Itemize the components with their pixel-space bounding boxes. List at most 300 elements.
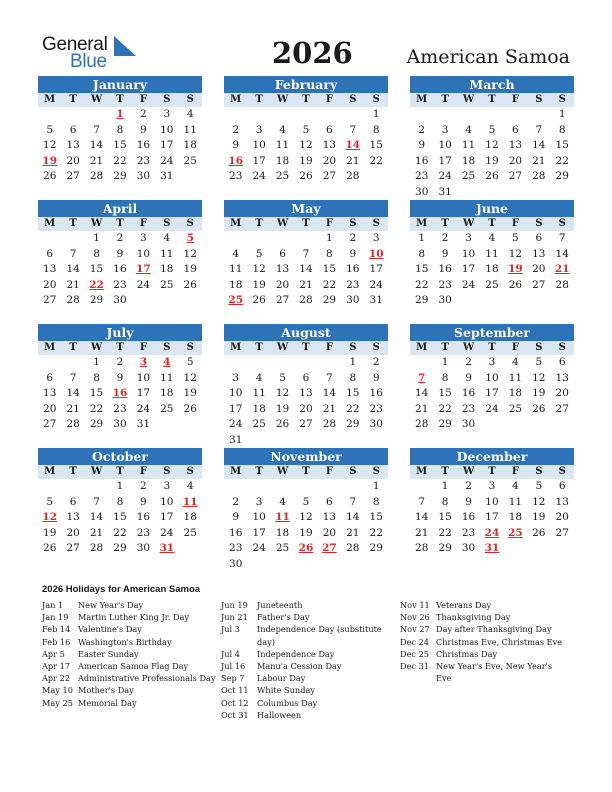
day-cell: 20 [322,154,337,167]
day-cell: 16 [346,263,360,275]
logo-triangle-icon [114,36,136,56]
day-cell: 24 [485,402,499,415]
weekday-label: S [186,94,194,105]
weekday-label: S [186,342,194,353]
day-cell: 26 [508,278,523,291]
day-cell: 27 [66,542,80,554]
day-empty [224,355,247,371]
day-cell: 12 [532,371,546,384]
month-title: April [38,200,202,217]
day-cell: 3 [255,495,263,508]
holiday-item [221,623,396,647]
day-cell: 21 [322,402,337,415]
day-cell: 3 [488,356,496,368]
day-empty [224,479,247,495]
day-cell: 30 [136,170,151,182]
month-october [38,448,202,557]
day-cell: 28 [89,542,104,554]
day-cell: 8 [558,123,566,136]
day-cell: 17 [461,263,476,275]
day-empty [271,355,294,371]
day-cell: 1 [558,108,566,120]
weekday-label: T [488,94,496,105]
day-cell: 25 [183,526,197,539]
day-grid [224,107,388,185]
day-cell: 26 [485,170,499,182]
day-cell: 15 [89,387,104,399]
holidays-column [42,599,217,709]
holiday-date: Nov 26 [400,612,430,623]
holiday-date: Dec 31 [400,661,430,672]
holiday-day-cell: 31 [159,542,175,554]
weekday-label: F [325,342,333,353]
day-cell: 2 [140,480,147,492]
day-cell: 17 [369,263,383,275]
day-cell: 15 [369,511,383,523]
day-cell: 21 [346,154,360,167]
day-cell: 12 [43,139,57,151]
holiday-name: Veterans Day [436,600,492,610]
day-cell: 2 [116,232,124,244]
day-empty [247,107,270,123]
day-cell: 22 [369,526,383,539]
day-cell: 13 [66,139,80,151]
day-cell: 12 [508,247,523,260]
weekday-label: F [139,342,147,353]
holiday-item [221,660,396,672]
day-cell: 11 [183,123,197,136]
day-cell: 26 [43,170,57,182]
holiday-item [42,684,217,696]
day-cell: 30 [229,557,243,570]
holiday-item [42,648,217,660]
day-cell: 4 [163,232,171,244]
day-cell: 25 [461,170,476,182]
holiday-date: Oct 11 [221,685,249,696]
day-cell: 28 [555,278,569,291]
holiday-item [400,636,570,648]
day-cell: 6 [69,495,77,508]
day-empty [318,107,341,123]
day-cell: 28 [322,418,337,430]
day-cell: 25 [275,170,290,182]
weekday-label: M [416,342,428,353]
weekday-label: T [116,218,124,229]
day-cell: 21 [299,278,313,291]
holiday-day-cell: 26 [298,542,314,554]
holiday-name: Memorial Day [78,697,137,708]
holiday-item [400,648,570,660]
day-cell: 20 [555,387,569,399]
weekday-label: M [230,342,242,353]
day-cell: 17 [160,139,174,151]
weekday-label: S [349,94,357,105]
day-cell: 4 [255,371,263,384]
day-cell: 14 [415,387,429,399]
day-cell: 25 [160,278,174,291]
month-title: August [224,324,388,341]
day-cell: 7 [326,371,333,384]
weekday-label: S [349,342,357,353]
day-cell: 8 [372,495,380,508]
day-cell: 10 [438,139,452,151]
weekday-label: M [416,466,428,477]
day-cell: 27 [508,170,523,182]
holiday-day-cell: 10 [368,247,384,260]
day-cell: 2 [418,123,426,136]
holiday-name: Christmas Eve, Christmas Eve [436,636,563,647]
day-cell: 4 [512,356,519,368]
weekday-header [410,93,574,107]
holiday-date: Apr 22 [42,673,71,684]
holiday-day-cell: 21 [554,263,570,275]
day-cell: 18 [183,139,197,151]
weekday-label: T [69,342,77,353]
day-cell: 1 [441,356,449,368]
day-cell: 20 [43,278,57,291]
day-cell: 16 [461,387,476,399]
month-title: January [38,76,202,93]
day-cell: 17 [485,387,499,399]
day-empty [294,107,317,123]
day-cell: 8 [116,123,124,136]
day-cell: 13 [508,139,523,151]
day-cell: 7 [69,247,77,260]
day-cell: 18 [160,263,174,275]
day-cell: 13 [43,387,57,399]
day-cell: 7 [93,123,100,136]
day-cell: 3 [163,108,171,120]
weekday-label: M [230,218,242,229]
day-cell: 16 [438,263,452,275]
day-cell: 30 [438,294,452,306]
holiday-name: New Year's Day [78,600,144,610]
day-cell: 12 [299,139,313,151]
day-empty [271,107,294,123]
day-cell: 21 [415,526,429,539]
day-cell: 16 [369,387,383,399]
month-january [38,76,202,185]
day-grid [38,355,202,433]
weekday-label: W [462,342,475,353]
weekday-label: T [255,218,263,229]
weekday-label: T [441,218,449,229]
day-cell: 23 [438,278,452,291]
weekday-label: M [416,218,428,229]
day-cell: 16 [136,511,151,523]
day-cell: 28 [532,170,546,182]
day-cell: 2 [465,356,472,368]
month-december [410,448,574,557]
day-cell: 14 [555,247,569,260]
holiday-date: May 10 [42,685,73,696]
day-empty [410,107,433,123]
day-cell: 5 [255,247,263,260]
day-cell: 6 [279,247,286,260]
day-cell: 21 [66,402,80,415]
day-cell: 24 [160,154,174,167]
day-cell: 12 [275,387,290,399]
day-empty [294,355,317,371]
day-cell: 24 [461,278,476,291]
day-cell: 28 [89,170,104,182]
calendar-country: American Samoa [406,46,570,68]
day-cell: 30 [113,294,127,306]
day-cell: 7 [558,232,566,244]
day-cell: 4 [232,247,240,260]
weekday-label: S [558,466,566,477]
day-cell: 4 [465,123,472,136]
day-cell: 26 [183,278,197,291]
weekday-label: W [276,466,289,477]
holiday-date: Jun 21 [221,612,248,623]
day-cell: 11 [275,139,290,151]
holiday-date: Nov 11 [400,600,430,610]
weekday-label: F [511,466,519,477]
day-cell: 1 [93,232,100,244]
day-empty [410,479,433,495]
weekday-label: S [349,466,357,477]
holiday-name: New Year's Eve, New Year's Eve [436,661,553,684]
day-cell: 10 [136,247,151,260]
holiday-name: Martin Luther King Jr. Day [78,612,190,623]
holiday-day-cell: 25 [508,526,523,539]
day-cell: 20 [555,511,569,523]
day-cell: 28 [299,294,313,306]
day-cell: 26 [299,170,313,182]
holiday-name: Administrative Professionals Day [78,673,216,684]
day-cell: 21 [532,154,546,167]
day-cell: 18 [508,511,523,523]
day-cell: 27 [299,418,313,430]
day-cell: 26 [532,402,546,415]
day-cell: 23 [113,402,127,415]
weekday-label: T [441,466,449,477]
day-cell: 25 [252,418,266,430]
day-cell: 10 [229,387,243,399]
day-empty [480,107,503,123]
day-cell: 18 [461,154,476,167]
month-title: May [224,200,388,217]
day-cell: 6 [69,123,77,136]
holiday-name: Columbus Day [257,697,318,708]
weekday-label: F [325,466,333,477]
day-cell: 11 [508,371,523,384]
weekday-label: T [116,342,124,353]
weekday-label: W [276,218,289,229]
holiday-day-cell: 11 [182,495,198,508]
holiday-item [42,672,217,684]
holiday-day-cell: 5 [186,232,194,244]
weekday-label: W [90,466,103,477]
weekday-header [38,465,202,479]
day-cell: 8 [116,495,124,508]
day-cell: 2 [140,108,147,120]
day-empty [341,107,364,123]
day-cell: 31 [136,418,151,430]
day-cell: 28 [346,170,360,182]
day-empty [61,355,84,371]
day-cell: 8 [372,123,380,136]
day-empty [38,355,61,371]
day-cell: 11 [508,495,523,508]
day-cell: 28 [346,542,360,554]
day-cell: 19 [299,526,313,539]
day-cell: 3 [441,123,449,136]
day-cell: 31 [160,170,174,182]
day-cell: 12 [252,263,266,275]
day-cell: 15 [415,263,429,275]
day-cell: 13 [532,247,546,260]
day-cell: 24 [252,170,266,182]
weekday-label: W [90,94,103,105]
day-cell: 3 [488,480,496,492]
day-empty [85,479,108,495]
day-cell: 6 [535,232,543,244]
day-cell: 8 [418,247,426,260]
day-cell: 22 [555,154,569,167]
day-cell: 7 [69,371,77,384]
weekday-label: M [44,466,56,477]
month-april [38,200,202,309]
day-empty [85,107,108,123]
day-cell: 5 [302,495,310,508]
day-cell: 6 [302,371,310,384]
day-cell: 1 [372,108,380,120]
day-cell: 23 [346,278,360,291]
day-grid [410,479,574,557]
day-cell: 21 [89,526,104,539]
month-title: June [410,200,574,217]
day-cell: 24 [252,542,266,554]
day-cell: 17 [438,154,452,167]
day-cell: 19 [183,387,197,399]
weekday-label: T [488,218,496,229]
day-empty [61,107,84,123]
holiday-item [42,623,217,635]
day-cell: 6 [326,495,333,508]
day-cell: 11 [160,371,174,384]
calendar-year: 2026 [272,36,353,70]
day-cell: 10 [485,371,499,384]
holiday-day-cell: 11 [275,511,290,523]
holiday-date: Jul 4 [221,648,240,659]
day-cell: 23 [136,154,151,167]
day-cell: 30 [113,418,127,430]
day-cell: 17 [229,402,243,415]
day-cell: 25 [485,278,499,291]
day-empty [433,107,456,123]
day-cell: 25 [183,154,197,167]
day-cell: 20 [275,278,290,291]
day-cell: 19 [485,154,499,167]
day-cell: 15 [369,139,383,151]
month-title: December [410,448,574,465]
holiday-day-cell: 17 [136,263,151,275]
weekday-header [38,217,202,231]
weekday-label: T [302,466,310,477]
day-cell: 13 [322,511,337,523]
day-grid [38,479,202,557]
weekday-label: T [302,218,310,229]
weekday-header [224,341,388,355]
day-cell: 15 [113,511,127,523]
day-cell: 29 [555,170,569,182]
holiday-day-cell: 16 [112,387,128,399]
holiday-date: Apr 5 [42,648,65,659]
weekday-label: T [441,342,449,353]
day-grid [38,107,202,185]
day-cell: 28 [415,542,429,554]
day-cell: 23 [415,170,429,182]
day-cell: 20 [66,526,80,539]
day-cell: 4 [488,232,496,244]
day-cell: 13 [299,387,313,399]
day-cell: 30 [415,185,429,198]
day-cell: 3 [372,232,380,244]
day-cell: 9 [232,139,240,151]
day-cell: 19 [299,154,313,167]
weekday-label: W [462,466,475,477]
holiday-date: Jul 3 [221,624,240,635]
holiday-date: Jun 19 [221,600,248,610]
weekday-label: W [90,342,103,353]
holiday-day-cell: 14 [345,139,361,151]
day-cell: 23 [229,170,243,182]
day-cell: 5 [535,480,543,492]
day-cell: 31 [369,294,383,306]
day-cell: 20 [532,263,546,275]
day-cell: 22 [322,278,337,291]
holiday-name: Thanksgiving Day [436,612,511,623]
day-cell: 30 [369,418,383,430]
day-cell: 14 [346,511,360,523]
day-cell: 29 [438,542,452,554]
holiday-day-cell: 1 [116,108,124,120]
day-cell: 16 [229,526,243,539]
day-cell: 16 [461,511,476,523]
day-cell: 21 [346,526,360,539]
day-empty [318,479,341,495]
holiday-item [42,599,217,611]
weekday-label: S [372,218,380,229]
day-cell: 20 [508,154,523,167]
day-cell: 12 [485,139,499,151]
day-cell: 18 [229,278,243,291]
day-cell: 29 [369,542,383,554]
day-cell: 18 [508,387,523,399]
weekday-label: T [302,94,310,105]
month-title: February [224,76,388,93]
day-cell: 10 [461,247,476,260]
day-empty [38,479,61,495]
day-empty [294,479,317,495]
day-cell: 30 [461,542,476,554]
day-cell: 3 [255,123,263,136]
holiday-name: Day after Thanksgiving Day [436,624,552,635]
day-empty [271,231,294,247]
weekday-label: S [186,466,194,477]
holiday-day-cell: 25 [228,294,244,306]
holiday-day-cell: 27 [322,542,337,554]
weekday-label: F [325,94,333,105]
day-cell: 26 [183,402,197,415]
day-grid [410,231,574,309]
day-cell: 18 [160,387,174,399]
month-title: September [410,324,574,341]
day-cell: 5 [186,356,194,368]
day-cell: 14 [322,387,337,399]
